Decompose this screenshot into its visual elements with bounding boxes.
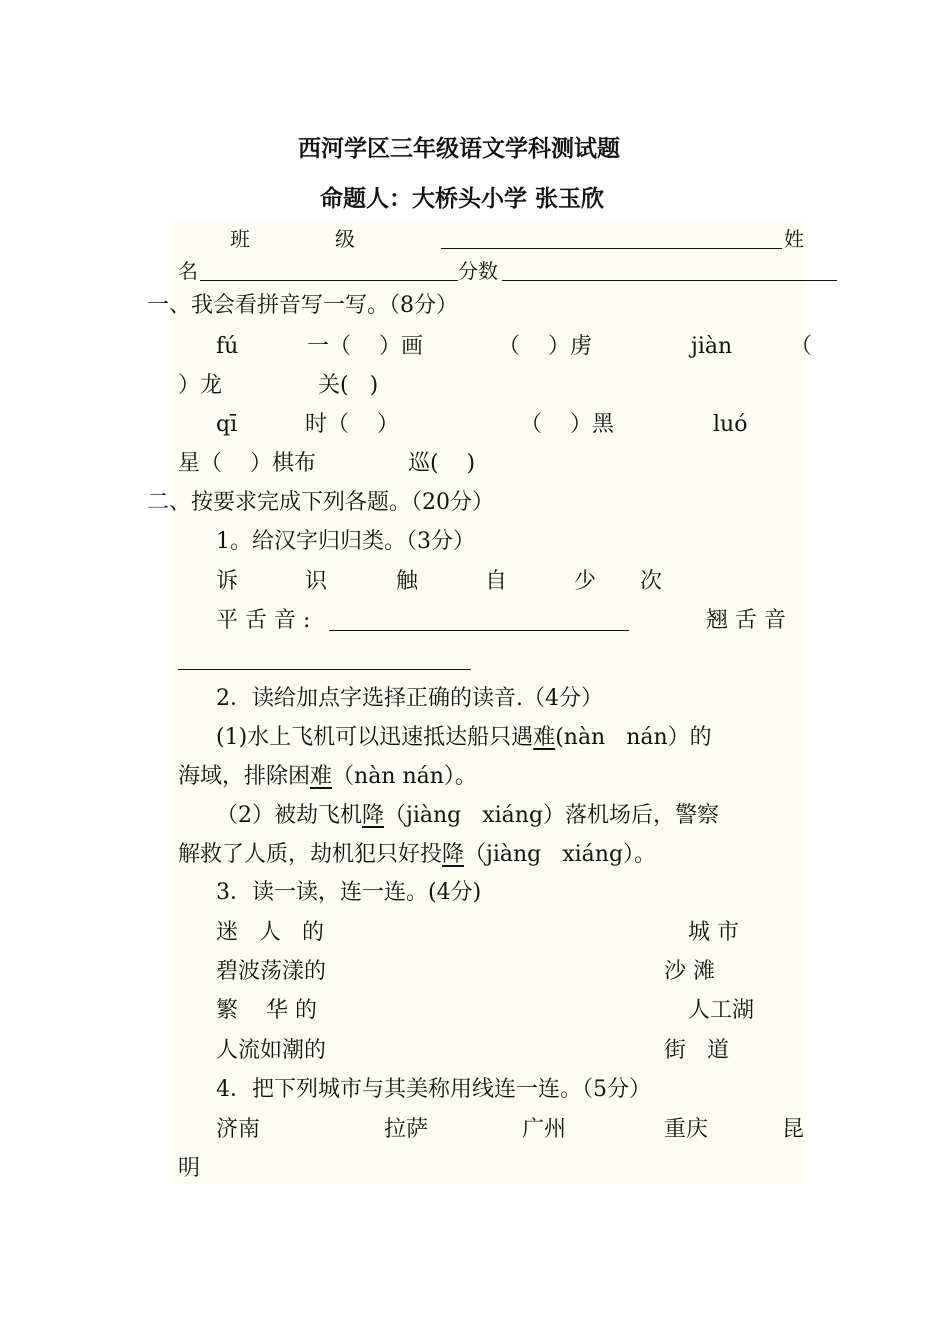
word-blank-open: （ xyxy=(790,334,813,359)
flat-tongue-label: 平 舌 音 : xyxy=(216,608,311,633)
q1-char: 触 xyxy=(396,569,419,594)
word-blank: 时（ ） xyxy=(305,412,399,437)
q1-char: 自 xyxy=(485,569,508,594)
q3-right-item: 沙 滩 xyxy=(664,959,715,984)
q2-marked-char: 降 xyxy=(442,842,465,867)
q2-marked-char: 难 xyxy=(533,725,556,750)
pinyin-luo: luó xyxy=(713,412,748,437)
curl-tongue-blank[interactable] xyxy=(178,669,471,670)
pinyin-jian: jiàn xyxy=(691,334,733,359)
word-blank: 巡( ) xyxy=(408,451,476,476)
word-blank-close: ）龙 xyxy=(178,373,223,398)
section1-heading: 一、我会看拼音写一写。（8分） xyxy=(147,293,458,318)
q3-title: 3．读一读，连一连。(4分) xyxy=(216,880,482,905)
word-blank: 星（ ）棋布 xyxy=(178,451,316,476)
word-blank: （ ）虏 xyxy=(498,334,592,359)
q1-char: 识 xyxy=(305,569,328,594)
q2-sentence2-line2 xyxy=(178,842,656,868)
name-label-2: 名 xyxy=(178,259,198,283)
q2-text: （jiàng xiáng）落机场后，警察 xyxy=(384,803,720,828)
q2-text: (nàn nán）的 xyxy=(555,725,712,750)
word-blank: 关( ) xyxy=(318,373,379,398)
class-blank[interactable] xyxy=(441,248,782,249)
q1-char: 诉 xyxy=(216,569,239,594)
flat-tongue-blank[interactable] xyxy=(329,630,629,631)
name-label-1: 姓 xyxy=(784,227,804,251)
q3-right-item: 人工湖 xyxy=(688,998,755,1023)
q2-text: 海域，排除困 xyxy=(178,764,311,789)
q2-text: (1)水上飞机可以迅速抵达船只遇 xyxy=(216,725,534,750)
q2-text: （nàn nán）。 xyxy=(332,764,477,789)
q4-city: 拉萨 xyxy=(384,1117,429,1142)
pinyin-qi: qī xyxy=(216,412,238,437)
q4-city: 济南 xyxy=(216,1117,261,1142)
q3-left-item: 迷 人 的 xyxy=(216,920,324,945)
word-blank: 一（ ）画 xyxy=(307,334,423,359)
q4-city: 重庆 xyxy=(664,1117,709,1142)
q1-char: 次 xyxy=(640,569,663,594)
q3-left-item: 人流如潮的 xyxy=(216,1038,327,1063)
score-label: 分数 xyxy=(458,259,498,283)
q4-city: 昆 xyxy=(782,1117,805,1142)
q2-marked-char: 难 xyxy=(310,764,333,789)
name-blank[interactable] xyxy=(200,280,458,281)
q4-city: 广州 xyxy=(522,1117,567,1142)
q2-sentence1-line1 xyxy=(216,725,712,751)
q2-text: （2）被劫飞机 xyxy=(216,803,362,828)
q3-right-item: 街 道 xyxy=(664,1038,729,1063)
q2-title: 2．读给加点字选择正确的读音.（4分） xyxy=(216,686,603,711)
q3-left-item: 繁 华 的 xyxy=(216,998,317,1023)
q3-right-item: 城 市 xyxy=(688,920,739,945)
q2-marked-char: 降 xyxy=(362,803,385,828)
class-label-1: 班 xyxy=(230,227,250,251)
q2-text: （jiàng xiáng）。 xyxy=(464,842,657,867)
class-label-2: 级 xyxy=(335,227,355,251)
section2-heading: 二、按要求完成下列各题。（20分） xyxy=(147,490,494,515)
q4-title: 4．把下列城市与其美称用线连一连。（5分） xyxy=(216,1077,651,1102)
q3-left-item: 碧波荡漾的 xyxy=(216,959,327,984)
word-blank: （ ）黑 xyxy=(520,412,614,437)
q1-char: 少 xyxy=(574,569,597,594)
score-blank[interactable] xyxy=(502,280,837,281)
author-line: 命题人：大桥头小学 张玉欣 xyxy=(320,186,605,212)
q2-sentence1-line2 xyxy=(178,764,477,790)
q4-city-cont: 明 xyxy=(178,1156,201,1181)
q2-sentence2-line1 xyxy=(216,803,719,829)
page-title: 西河学区三年级语文学科测试题 xyxy=(298,136,620,162)
q1-title: 1。给汉字归归类。（3分） xyxy=(216,529,475,554)
pinyin-fu: fú xyxy=(216,334,239,359)
curl-tongue-label: 翘 舌 音 xyxy=(706,608,786,633)
q2-text: 解救了人质，劫机犯只好投 xyxy=(178,842,443,867)
